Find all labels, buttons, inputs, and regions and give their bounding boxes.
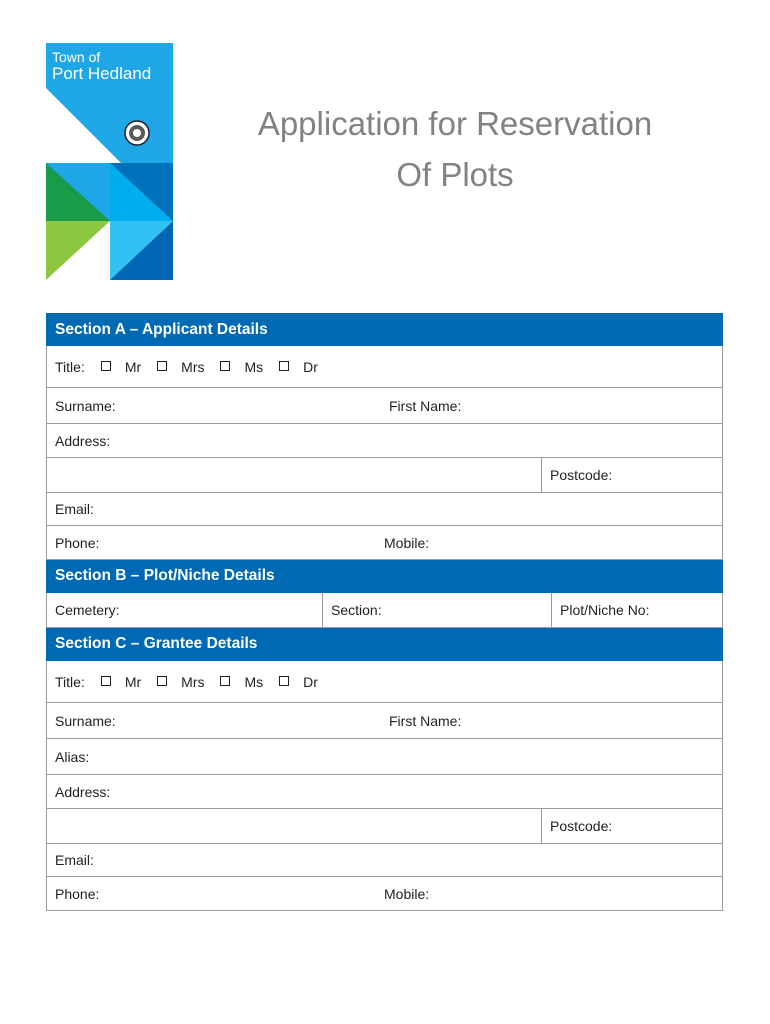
alias-field[interactable] [47,739,722,774]
option-ms: Ms [244,358,264,375]
grantee-phone-field[interactable] [47,877,376,910]
address-field[interactable] [47,424,722,457]
section-a-name-row [46,388,723,424]
section-c-phone-row [46,877,723,911]
postcode-label: Postcode: [550,467,613,483]
section-c-title-row [46,661,723,703]
section-field[interactable] [322,593,551,627]
email-field[interactable] [47,493,722,525]
address-label: Address: [55,432,111,449]
first-name-field[interactable] [381,388,722,423]
section-c-heading: Section C – Grantee Details [55,635,258,652]
logo-line-1: Town of [52,49,101,65]
grantee-postcode-field[interactable] [541,809,722,843]
section-a-header [46,313,723,346]
section-a-heading: Section A – Applicant Details [55,320,268,338]
grantee-surname-field[interactable] [47,703,381,738]
section-c-postcode-row [46,809,723,844]
option-mr: Mr [124,358,142,375]
grantee-option-dr: Dr [303,673,318,690]
grantee-checkbox-dr[interactable] [279,676,289,686]
grantee-email-field[interactable] [47,844,722,876]
section-a-title-row [46,346,723,388]
grantee-first-name-field[interactable] [381,703,722,738]
page-title-line-2: Of Plots [396,156,514,193]
section-b-heading: Section B – Plot/Niche Details [55,567,275,584]
option-mrs: Mrs [181,358,205,375]
surname-label: Surname: [55,397,116,414]
mobile-label: Mobile: [384,534,430,551]
address-line-2-field[interactable] [47,458,541,492]
section-b-header [46,560,723,593]
application-form [46,313,723,911]
logo-line-2: Port Hedland [52,64,152,83]
grantee-first-name-label: First Name: [389,712,462,729]
section-b-row [46,593,723,628]
grantee-checkbox-mrs[interactable] [157,676,167,686]
section-a-address-row [46,424,723,458]
section-c-name-row [46,703,723,739]
checkbox-mr[interactable] [101,361,111,371]
phone-field[interactable] [47,526,376,559]
plot-niche-no-label: Plot/Niche No: [560,602,650,618]
grantee-mobile-label: Mobile: [384,885,430,902]
section-label: Section: [331,602,382,618]
grantee-option-ms: Ms [244,673,264,690]
grantee-checkbox-ms[interactable] [220,676,230,686]
grantee-option-mrs: Mrs [181,673,205,690]
page-title [200,98,710,200]
phone-label: Phone: [55,534,100,551]
grantee-option-mr: Mr [124,673,142,690]
grantee-address-field[interactable] [47,775,722,808]
section-c-address-row [46,775,723,809]
town-logo [46,43,173,280]
grantee-mobile-field[interactable] [376,877,722,910]
grantee-phone-label: Phone: [55,885,100,902]
town-crest-icon [125,121,149,145]
mobile-field[interactable] [376,526,722,559]
cemetery-field[interactable] [47,593,322,627]
checkbox-dr[interactable] [279,361,289,371]
postcode-field[interactable] [541,458,722,492]
section-a-email-row [46,493,723,526]
cemetery-label: Cemetery: [55,602,120,618]
surname-field[interactable] [47,388,381,423]
section-a-phone-row [46,526,723,560]
checkbox-ms[interactable] [220,361,230,371]
alias-label: Alias: [55,748,90,765]
section-c-email-row [46,844,723,877]
plot-niche-no-field[interactable] [551,593,722,627]
checkbox-mrs[interactable] [157,361,167,371]
grantee-surname-label: Surname: [55,712,116,729]
grantee-address-label: Address: [55,783,111,800]
section-c-header [46,628,723,661]
title-label: Title: [55,358,85,375]
grantee-postcode-label: Postcode: [550,818,613,834]
page-title-line-1: Application for Reservation [257,105,653,142]
email-label: Email: [55,501,94,517]
grantee-address-line-2-field[interactable] [47,809,541,843]
grantee-checkbox-mr[interactable] [101,676,111,686]
option-dr: Dr [303,358,318,375]
grantee-email-label: Email: [55,852,94,868]
first-name-label: First Name: [389,397,462,414]
section-a-postcode-row [46,458,723,493]
section-c-alias-row [46,739,723,775]
grantee-title-label: Title: [55,673,85,690]
